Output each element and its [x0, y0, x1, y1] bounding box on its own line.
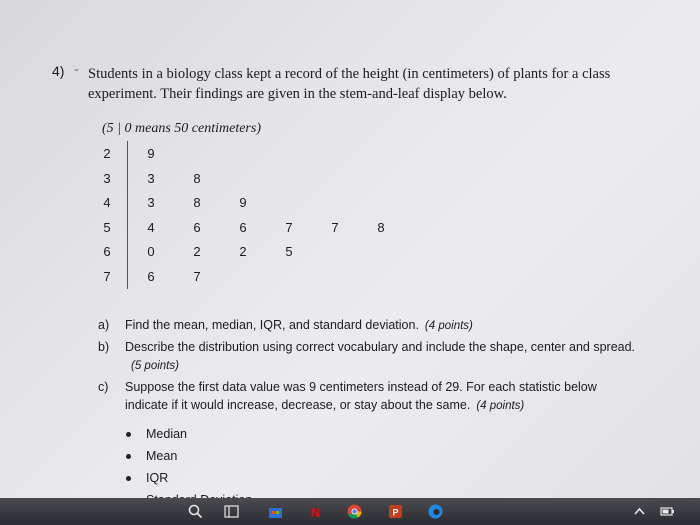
- leaf-5-2: 6: [193, 219, 201, 235]
- store-icon[interactable]: [268, 504, 283, 519]
- netflix-icon[interactable]: [308, 504, 323, 519]
- task-view-icon[interactable]: [224, 504, 239, 519]
- leaf-2-1: 9: [147, 146, 155, 161]
- leaf-7-2: 7: [193, 268, 201, 284]
- part-b-points: (5 points): [131, 360, 179, 372]
- list-item: [124, 467, 638, 489]
- leaf-7-1: 6: [147, 268, 155, 284]
- leaf-6-4: 5: [285, 244, 293, 259]
- part-c-label: c): [98, 380, 109, 394]
- question-number: 4): [52, 63, 65, 79]
- leaf-6-3: 2: [239, 244, 247, 259]
- bullet-icon: [126, 432, 131, 437]
- part-b-label: b): [98, 340, 110, 354]
- bullet-icon: [126, 476, 131, 481]
- powerpoint-icon[interactable]: [388, 504, 403, 519]
- leaf-5-5: 7: [331, 219, 339, 235]
- question-parts: [98, 316, 638, 511]
- stem-4: 4: [103, 195, 111, 210]
- svg-text:P: P: [392, 507, 399, 518]
- part-a-points: (4 points): [424, 320, 473, 332]
- stem-leaf-divider: [127, 141, 128, 289]
- leaf-5-6: 8: [377, 219, 385, 235]
- part-a: [98, 316, 638, 335]
- part-b: [98, 338, 638, 375]
- part-c-points: (4 points): [476, 400, 525, 412]
- search-icon[interactable]: [188, 504, 203, 519]
- part-b-text: Describe the distribution using correct vocabulary and include the shape, center and spread.: [125, 340, 636, 354]
- stem-2: 2: [103, 146, 111, 161]
- taskbar: [0, 498, 700, 525]
- statistic-mean: Mean: [146, 449, 178, 463]
- statistic-median: Median: [146, 427, 187, 441]
- battery-icon[interactable]: [660, 504, 675, 519]
- leaf-4-3: 9: [239, 195, 247, 210]
- chrome-icon[interactable]: [347, 504, 362, 519]
- leaf-6-1: 0: [147, 244, 155, 259]
- part-a-text: Find the mean, median, IQR, and standard deviation.: [125, 318, 419, 332]
- stem-5: 5: [103, 219, 111, 235]
- list-item: [124, 445, 638, 467]
- svg-text:N: N: [310, 505, 321, 519]
- leaf-5-3: 6: [239, 219, 247, 235]
- stem-6: 6: [103, 244, 111, 259]
- list-item: [124, 423, 638, 445]
- leaf-3-1: 3: [147, 170, 155, 186]
- question-dash: -: [74, 62, 79, 77]
- statistic-iqr: IQR: [146, 471, 169, 485]
- leaf-5-4: 7: [285, 219, 293, 235]
- part-a-label: a): [98, 318, 110, 332]
- stem-leaf-key: (5 | 0 means 50 centimeters): [102, 121, 261, 136]
- question-text: Students in a biology class kept a record of the height (in centimeters) of plants for a class experiment. Their findings are given in the stem-and-leaf display below.: [88, 66, 611, 102]
- leaf-6-2: 2: [193, 244, 201, 259]
- stem-3: 3: [103, 170, 111, 186]
- part-c-text: Suppose the first data value was 9 centimeters instead of 29. For each statistic below indicate if it would increase, decrease, or stay about the same.: [125, 380, 597, 412]
- leaf-4-2: 8: [193, 195, 201, 210]
- leaf-5-1: 4: [147, 219, 155, 235]
- chevron-up-icon[interactable]: [632, 504, 647, 519]
- part-c: [98, 378, 638, 415]
- leaf-4-1: 3: [147, 195, 155, 210]
- stem-7: 7: [103, 268, 111, 284]
- edge-icon[interactable]: [428, 504, 443, 519]
- bullet-icon: [126, 454, 131, 459]
- leaf-3-2: 8: [193, 170, 201, 186]
